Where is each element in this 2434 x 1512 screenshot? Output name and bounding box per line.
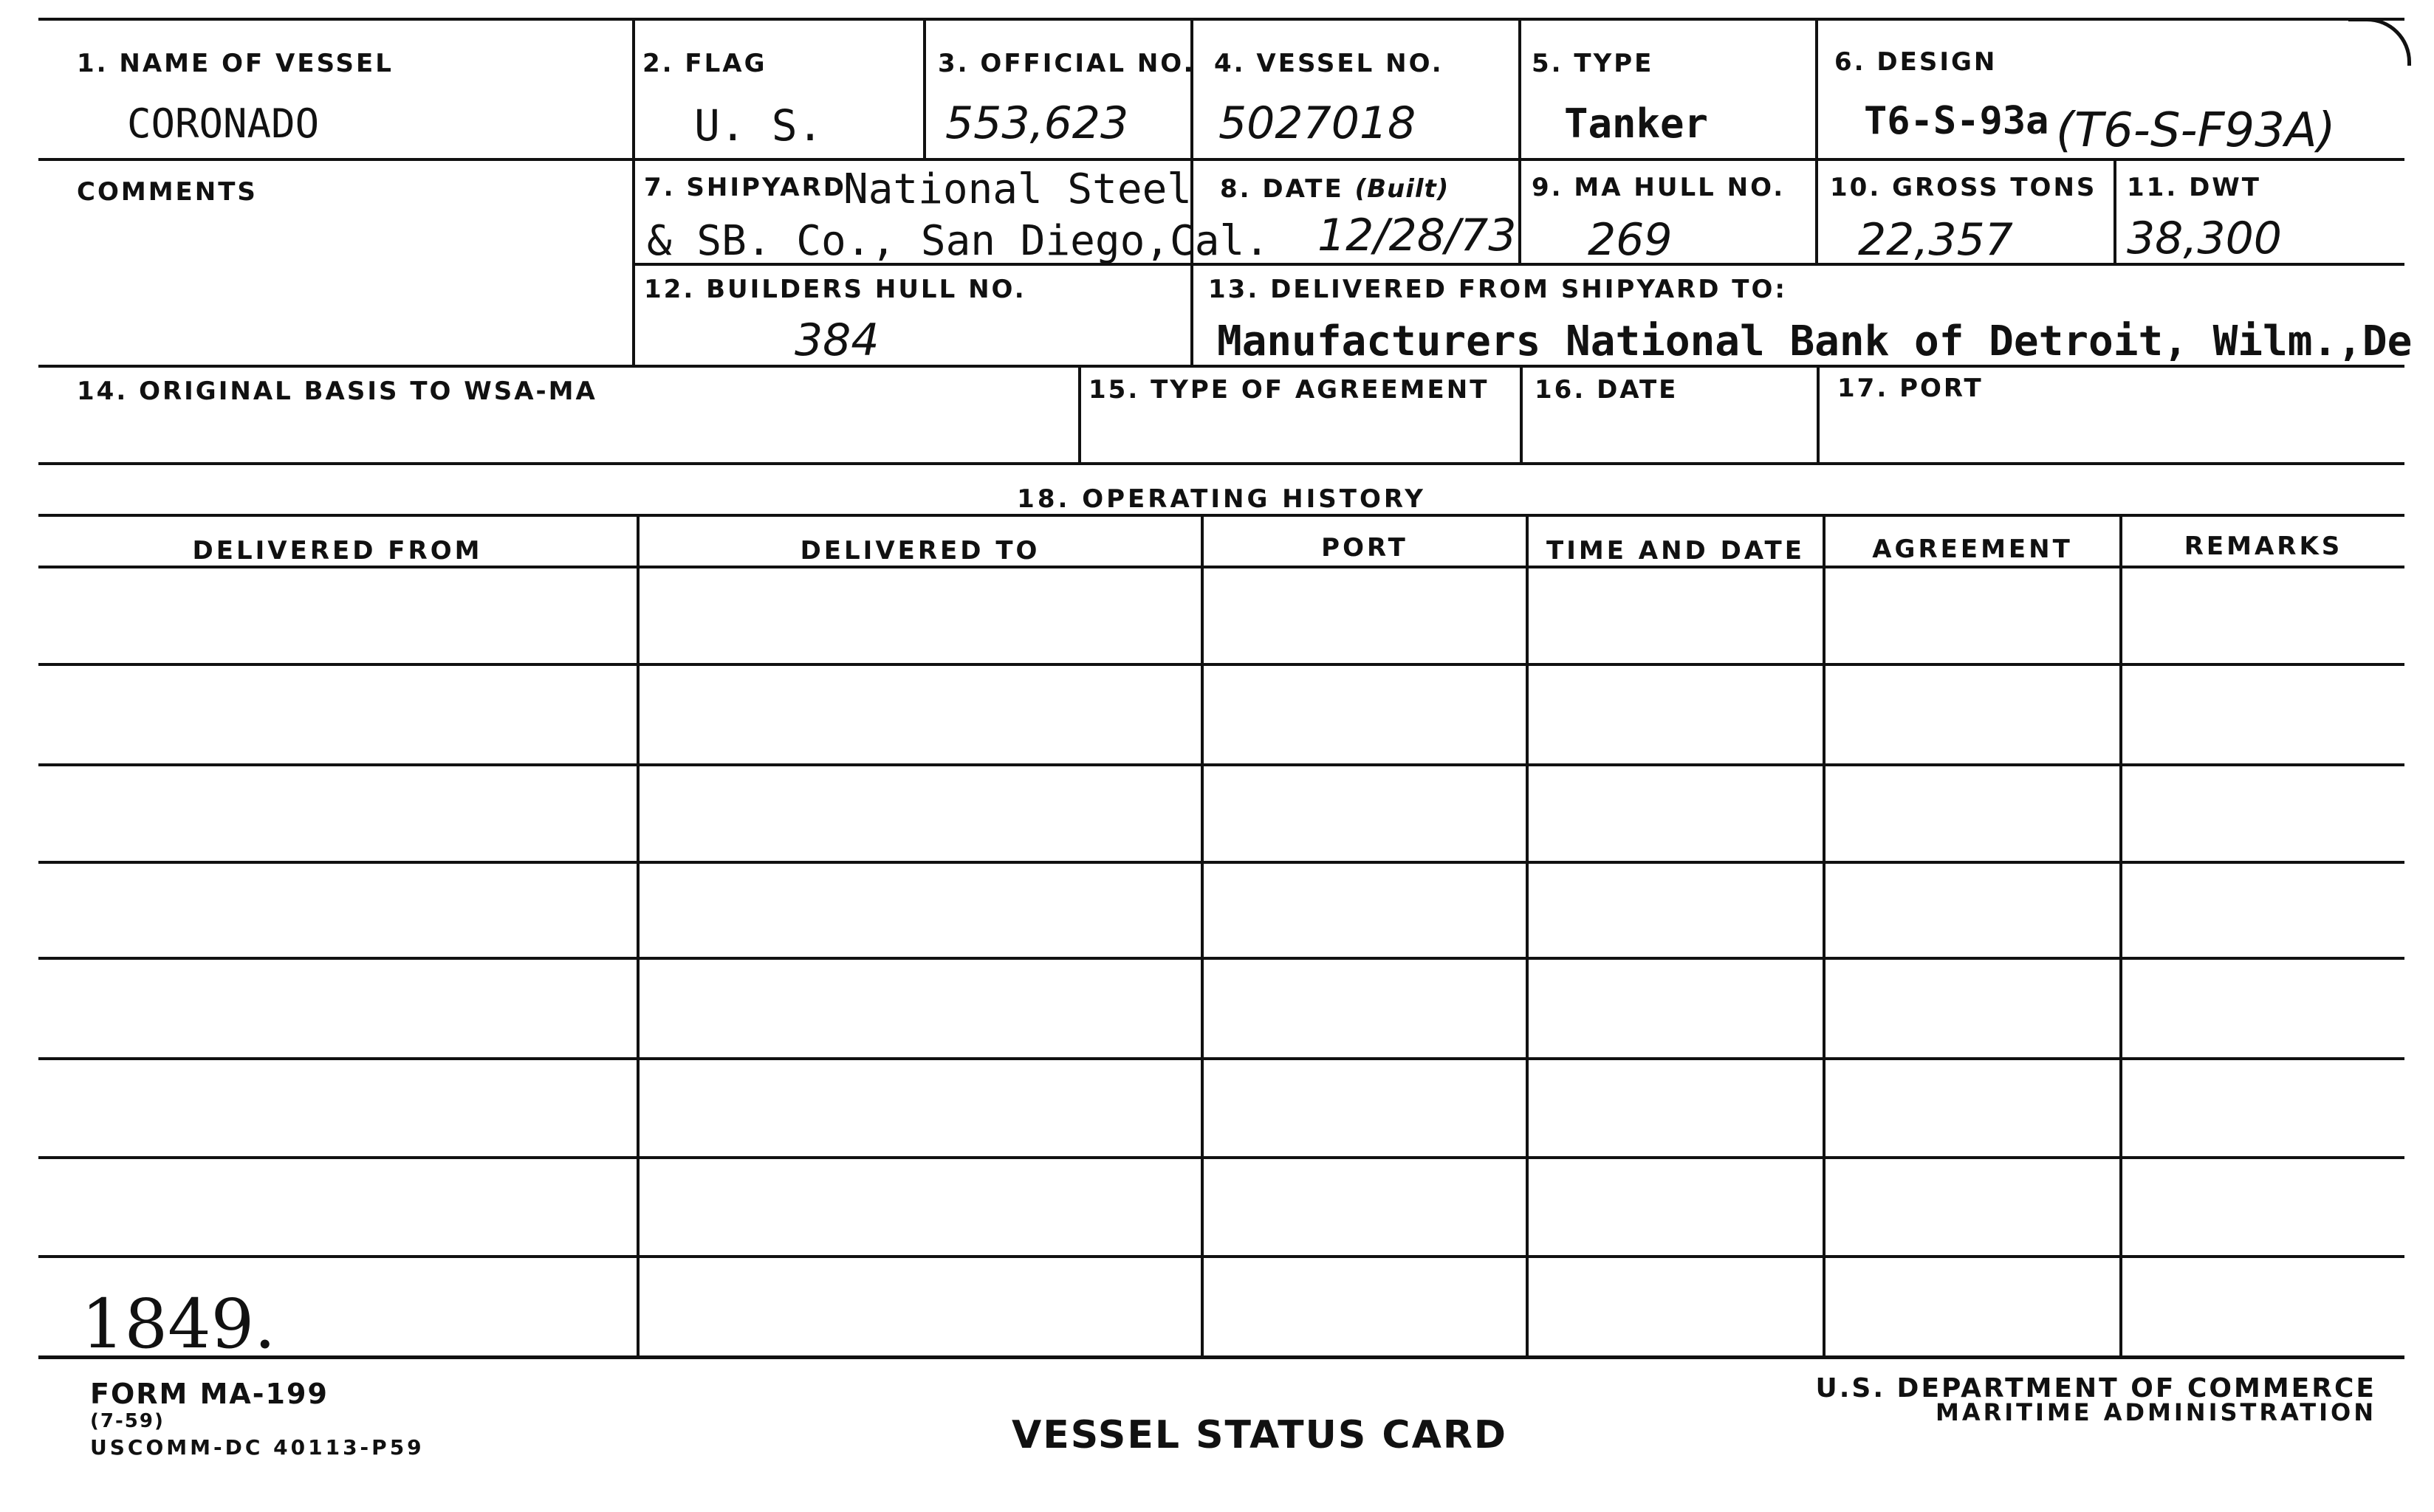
history-col-divider [1201, 515, 1204, 1357]
date-label-note: (Built) [1354, 174, 1450, 204]
dwt-value: 38,300 [2127, 213, 2282, 264]
date-built-value: 12/28/73 [1317, 210, 1517, 261]
design-handwritten-note: (T6-S-F93A) [2056, 103, 2336, 158]
history-row-divider [38, 1255, 2404, 1258]
ma-hull-no-label: 9. MA HULL NO. [1532, 173, 1786, 202]
col-header-delivered-from: DELIVERED FROM [192, 536, 483, 566]
official-no-value: 553,623 [945, 97, 1129, 149]
history-bottom-divider [38, 1355, 2404, 1359]
original-basis-label: 14. ORIGINAL BASIS TO WSA-MA [77, 377, 597, 406]
vessel-no-value: 5027018 [1218, 97, 1416, 149]
design-label: 6. DESIGN [1834, 47, 1998, 77]
col-divider-d [1518, 21, 1521, 264]
shipyard-label: 7. SHIPYARD [644, 173, 847, 202]
form-number: FORM MA-199 [90, 1378, 329, 1410]
col-header-agreement: AGREEMENT [1872, 535, 2073, 564]
form-print-code: USCOMM-DC 40113-P59 [90, 1435, 425, 1460]
row1-divider [38, 158, 2404, 161]
dwt-label: 11. DWT [2127, 173, 2261, 202]
card-corner-border [2348, 18, 2411, 66]
col-divider-b [923, 21, 926, 159]
row4-divider [38, 462, 2404, 465]
history-top-divider [38, 514, 2404, 517]
history-col-divider [1526, 515, 1529, 1357]
col-header-delivered-to: DELIVERED TO [800, 536, 1041, 566]
history-row-divider [38, 861, 2404, 864]
flag-label: 2. FLAG [642, 49, 767, 78]
history-col-divider [637, 515, 640, 1357]
col-header-port: PORT [1321, 533, 1408, 563]
gross-tons-label: 10. GROSS TONS [1830, 173, 2097, 202]
builders-hull-no-label: 12. BUILDERS HULL NO. [644, 275, 1026, 304]
card-top-border [38, 18, 2404, 21]
col-divider-e [1815, 21, 1818, 264]
builders-hull-no-value: 384 [795, 315, 880, 366]
col-divider-g [1078, 365, 1081, 464]
shipyard-value-line1: National Steel [843, 165, 1193, 213]
col-divider-h [1520, 365, 1523, 464]
agency-department: U.S. DEPARTMENT OF COMMERCE [1815, 1373, 2376, 1403]
vessel-name-value: CORONADO [127, 100, 320, 147]
history-row-divider [38, 1156, 2404, 1159]
col-divider-a [632, 21, 635, 366]
delivered-from-shipyard-label: 13. DELIVERED FROM SHIPYARD TO: [1208, 275, 1787, 304]
gross-tons-value: 22,357 [1858, 214, 2013, 266]
delivered-from-shipyard-value: Manufacturers National Bank of Detroit, Wilm.,De [1217, 317, 2413, 365]
shipyard-value-line2: & SB. Co., San Diego,Cal. [647, 217, 1269, 265]
agreement-date-label: 16. DATE [1535, 375, 1679, 405]
official-no-label: 3. OFFICIAL NO. [938, 49, 1196, 78]
history-row-divider [38, 1057, 2404, 1060]
type-of-agreement-label: 15. TYPE OF AGREEMENT [1089, 375, 1489, 405]
history-row-divider [38, 957, 2404, 960]
date-built-label [1220, 174, 1449, 204]
col-header-time-and-date: TIME AND DATE [1546, 536, 1805, 566]
design-value: T6-S-93a [1864, 99, 2049, 143]
form-revision-date: (7-59) [90, 1410, 165, 1432]
type-value: Tanker [1564, 100, 1709, 147]
agency-administration: MARITIME ADMINISTRATION [1935, 1398, 2376, 1426]
history-header-divider [38, 566, 2404, 568]
col-divider-i [1817, 365, 1820, 464]
operating-history-title: 18. OPERATING HISTORY [1017, 484, 1426, 514]
handwritten-card-number: 1849. [81, 1285, 276, 1364]
history-col-divider [2119, 515, 2122, 1357]
date-label-text: 8. DATE [1220, 174, 1344, 204]
col-header-remarks: REMARKS [2184, 532, 2343, 561]
type-label: 5. TYPE [1532, 49, 1654, 78]
ma-hull-no-value: 269 [1588, 214, 1673, 266]
vessel-name-label: 1. NAME OF VESSEL [77, 49, 394, 78]
card-title: VESSEL STATUS CARD [1012, 1413, 1508, 1457]
history-col-divider [1823, 515, 1826, 1357]
flag-value: U. S. [694, 100, 823, 151]
vessel-no-label: 4. VESSEL NO. [1214, 49, 1444, 78]
history-row-divider [38, 763, 2404, 766]
port-label: 17. PORT [1837, 374, 1984, 403]
history-row-divider [38, 663, 2404, 666]
comments-label: COMMENTS [77, 177, 258, 207]
col-divider-f [2114, 158, 2116, 264]
